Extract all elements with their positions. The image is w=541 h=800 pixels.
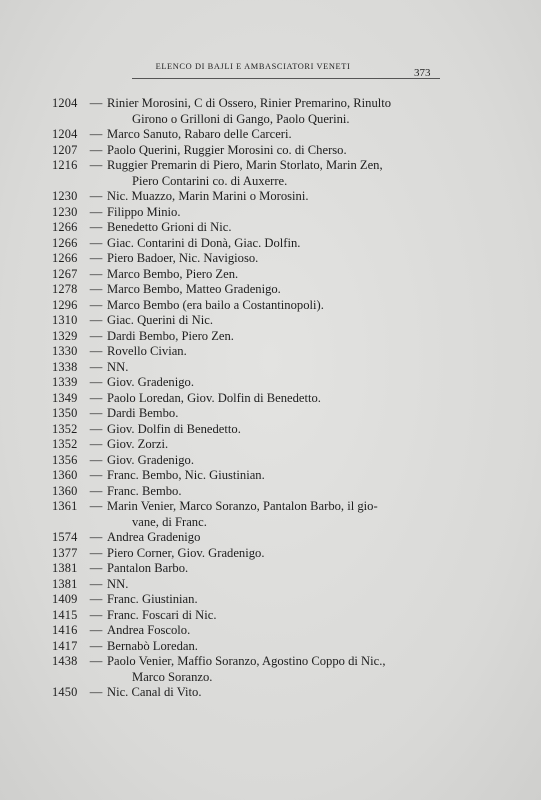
entry-dash: — [89,204,103,219]
entry-dash: — [89,390,103,405]
entry-names: Dardi Bembo, Piero Zen. [107,328,234,343]
entry-names: Giov. Gradenigo. [107,375,194,389]
entry-year: 1266 [52,235,78,250]
list-item [52,499,452,530]
entry-year: 1416 [52,623,78,637]
entry-year: 1216 [52,158,78,172]
list-item [52,608,452,624]
entry-names: Dardi Bembo. [107,406,179,420]
entry-names: Marin Venier, Marco Soranzo, Pantalon Barbo, il gio- [107,499,378,513]
entry-dash: — [89,576,103,591]
list-item [52,158,452,189]
entry-dash: — [89,406,103,420]
entry-names: Giov. Gradenigo. [107,452,194,467]
entry-dash: — [89,158,103,172]
entry-names: Pantalon Barbo. [107,561,189,575]
entry-dash: — [89,530,103,544]
entry-names: Piero Corner, Giov. Gradenigo. [107,545,265,560]
entry-dash: — [89,468,103,482]
list-item [52,360,452,376]
entry-dash: — [89,561,103,575]
entry-dash: — [89,344,103,358]
entry-dash: — [89,483,103,498]
entry-names: Bernabò Loredan. [107,638,198,653]
list-item [52,344,452,360]
entry-names: NN. [107,359,129,374]
entry-dash: — [89,282,103,296]
entry-list [52,96,452,701]
entry-dash: — [89,607,103,622]
list-item [52,530,452,546]
entry-dash: — [89,359,103,374]
entry-dash: — [89,499,103,513]
entry-names: Giov. Dolfin di Benedetto. [107,421,241,436]
entry-dash: — [89,251,103,265]
entry-year: 1352 [52,437,78,451]
list-item [52,484,452,500]
list-item [52,282,452,298]
entry-names: Rovello Civian. [107,344,187,358]
entry-names: Franc. Bembo. [107,483,182,498]
entry-year: 1415 [52,607,78,622]
entry-names: Nic. Muazzo, Marin Marini o Morosini. [107,189,309,203]
entry-year: 1204 [52,127,78,141]
list-item [52,127,452,143]
entry-dash: — [89,127,103,141]
header-rule [132,78,440,79]
entry-year: 1574 [52,530,78,544]
entry-names: Giov. Zorzi. [107,437,169,451]
entry-year: 1360 [52,468,78,482]
list-item [52,143,452,159]
entry-names: Marco Bembo (era bailo a Costantinopoli). [107,297,324,312]
entry-names: Andrea Gradenigo [107,530,201,544]
entry-dash: — [89,654,103,668]
entry-year: 1266 [52,220,78,234]
entry-year: 1329 [52,328,78,343]
entry-dash: — [89,623,103,637]
list-item [52,205,452,221]
entry-year: 1230 [52,204,78,219]
entry-dash: — [89,685,103,699]
entry-dash: — [89,437,103,451]
entry-names: Giac. Querini di Nic. [107,313,213,327]
list-item [52,654,452,685]
list-item [52,313,452,329]
entry-names: Giac. Contarini di Donà, Giac. Dolfin. [107,235,301,250]
list-item [52,220,452,236]
entry-dash: — [89,313,103,327]
entry-names: Piero Badoer, Nic. Navigioso. [107,251,259,265]
entry-dash: — [89,545,103,560]
entry-year: 1409 [52,592,78,606]
entry-year: 1330 [52,344,78,358]
entry-dash: — [89,452,103,467]
list-item [52,329,452,345]
entry-year: 1204 [52,96,78,110]
list-item [52,236,452,252]
list-item [52,437,452,453]
entry-dash: — [89,638,103,653]
page-number: 373 [414,67,431,79]
entry-year: 1356 [52,452,78,467]
entry-names: Marco Bembo, Matteo Gradenigo. [107,282,281,296]
entry-year: 1381 [52,576,78,591]
list-item [52,592,452,608]
entry-year: 1230 [52,189,78,203]
entry-dash: — [89,96,103,110]
entry-dash: — [89,189,103,203]
entry-year: 1352 [52,421,78,436]
entry-names: Franc. Foscari di Nic. [107,607,217,622]
entry-year: 1349 [52,390,78,405]
entry-continuation: Marco Soranzo. [132,669,213,684]
entry-names: Benedetto Grioni di Nic. [107,220,232,234]
list-item [52,577,452,593]
entry-names: Franc. Giustinian. [107,592,198,606]
entry-dash: — [89,375,103,389]
entry-continuation: Piero Contarini co. di Auxerre. [132,173,288,188]
entry-dash: — [89,421,103,436]
entry-year: 1381 [52,561,78,575]
entry-year: 1338 [52,359,78,374]
entry-names: Paolo Loredan, Giov. Dolfin di Benedetto. [107,390,321,405]
entry-year: 1278 [52,282,78,296]
entry-dash: — [89,266,103,281]
entry-names: Marco Bembo, Piero Zen. [107,266,239,281]
entry-names: Paolo Querini, Ruggier Morosini co. di Cherso. [107,142,347,157]
list-item [52,685,452,701]
entry-names: Ruggier Premarin di Piero, Marin Storlato, Marin Zen, [107,158,383,172]
entry-names: Paolo Venier, Maffio Soranzo, Agostino Coppo di Nic., [107,654,386,668]
entry-continuation: Girono o Grilloni di Gango, Paolo Querini. [132,111,350,126]
list-item [52,623,452,639]
entry-names: Rinier Morosini, C di Ossero, Rinier Premarino, Rinulto [107,96,392,110]
entry-year: 1438 [52,654,78,668]
entry-dash: — [89,142,103,157]
entry-year: 1266 [52,251,78,265]
entry-dash: — [89,328,103,343]
entry-dash: — [89,220,103,234]
running-title: ELENCO DI BAJLI E AMBASCIATORI VENETI [155,62,351,71]
entry-names: Andrea Foscolo. [107,623,191,637]
entry-year: 1377 [52,545,78,560]
list-item [52,375,452,391]
list-item [52,546,452,562]
entry-year: 1417 [52,638,78,653]
entry-year: 1267 [52,266,78,281]
list-item [52,468,452,484]
list-item [52,639,452,655]
entry-names: NN. [107,576,129,591]
entry-dash: — [89,592,103,606]
list-item [52,251,452,267]
entry-year: 1350 [52,406,78,420]
list-item [52,391,452,407]
entry-year: 1310 [52,313,78,327]
entry-names: Franc. Bembo, Nic. Giustinian. [107,468,265,482]
entry-names: Filippo Minio. [107,204,181,219]
entry-year: 1361 [52,499,78,513]
entry-year: 1339 [52,375,78,389]
list-item [52,561,452,577]
entry-dash: — [89,235,103,250]
list-item [52,453,452,469]
entry-continuation: vane, di Franc. [132,514,207,529]
list-item [52,189,452,205]
entry-year: 1450 [52,685,78,699]
entry-year: 1360 [52,483,78,498]
list-item [52,298,452,314]
entry-year: 1296 [52,297,78,312]
list-item [52,267,452,283]
entry-names: Marco Sanuto, Rabaro delle Carceri. [107,127,292,141]
list-item [52,422,452,438]
entry-year: 1207 [52,142,78,157]
list-item [52,406,452,422]
entry-names: Nic. Canal di Vito. [107,685,202,699]
list-item [52,96,452,127]
entry-dash: — [89,297,103,312]
